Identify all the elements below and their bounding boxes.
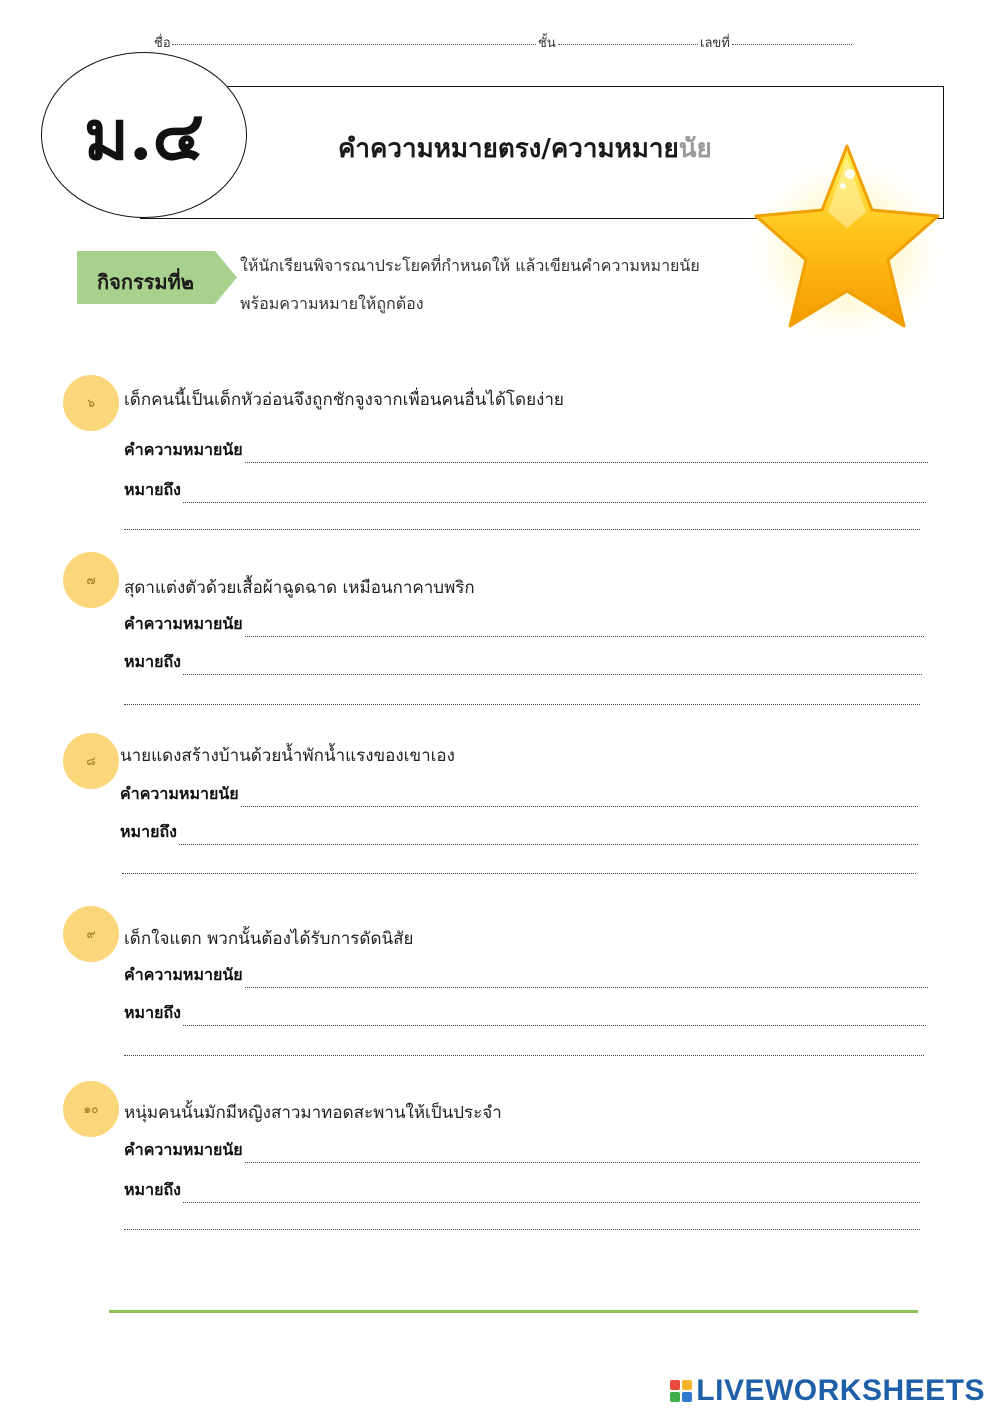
meaning-answer-label: หมายถึง <box>124 1180 181 1199</box>
question-text: สุดาแต่งตัวด้วยเสื้อผ้าฉูดฉาด เหมือนกาคาบพริก <box>124 578 475 598</box>
class-field[interactable] <box>558 44 698 45</box>
word-answer-field[interactable] <box>245 973 928 988</box>
instruction-line-2: พร้อมความหมายให้ถูกต้อง <box>240 294 424 313</box>
word-answer-field[interactable] <box>245 448 928 463</box>
class-label: ชั้น <box>538 36 556 51</box>
word-answer-label: คำความหมายนัย <box>124 440 243 459</box>
brand-name: LIVEWORKSHEETS <box>696 1374 985 1407</box>
meaning-answer-field[interactable] <box>183 660 922 675</box>
meaning-answer-row[interactable] <box>120 820 918 845</box>
question-text: เด็กคนนี้เป็นเด็กหัวอ่อนจึงถูกชักจูงจากเพื่อนคนอื่นได้โดยง่าย <box>124 390 564 410</box>
word-answer-row[interactable] <box>124 438 928 463</box>
question-number-badge <box>63 1081 119 1137</box>
question-number: ๙ <box>86 926 96 941</box>
meaning-continuation-line[interactable] <box>124 703 920 705</box>
grade-circle <box>41 52 247 218</box>
meaning-answer-field[interactable] <box>183 1188 920 1203</box>
name-label: ชื่อ <box>154 36 171 51</box>
star-icon <box>742 128 952 348</box>
meaning-continuation-line[interactable] <box>124 528 920 530</box>
instruction-line-1: ให้นักเรียนพิจารณาประโยคที่กำหนดให้ แล้วเขียนคำความหมายนัย <box>240 256 700 275</box>
meaning-answer-label: หมายถึง <box>120 822 177 841</box>
meaning-answer-field[interactable] <box>183 488 926 503</box>
meaning-answer-row[interactable] <box>124 478 926 503</box>
meaning-answer-row[interactable] <box>124 1178 920 1203</box>
question-number: ๘ <box>86 753 96 768</box>
word-answer-label: คำความหมายนัย <box>124 1140 243 1159</box>
meaning-answer-row[interactable] <box>124 650 922 675</box>
meaning-answer-row[interactable] <box>124 1001 926 1026</box>
footer-divider <box>109 1310 918 1313</box>
question-number: ๖ <box>87 395 95 410</box>
meaning-continuation-line[interactable] <box>124 1228 920 1230</box>
meaning-answer-field[interactable] <box>183 1011 926 1026</box>
number-label: เลขที่ <box>700 36 730 51</box>
meaning-answer-label: หมายถึง <box>124 1003 181 1022</box>
title-accent: นัย <box>678 134 712 164</box>
question-number-badge <box>63 906 119 962</box>
grade-label: ม.๔ <box>84 96 204 176</box>
number-field[interactable] <box>732 44 852 45</box>
word-answer-field[interactable] <box>245 1148 920 1163</box>
title-main: คำความหมายตรง/ความหมาย <box>338 134 679 164</box>
page-title <box>338 128 712 169</box>
meaning-answer-label: หมายถึง <box>124 480 181 499</box>
word-answer-row[interactable] <box>120 782 918 807</box>
word-answer-row[interactable] <box>124 612 924 637</box>
question-text: นายแดงสร้างบ้านด้วยน้ำพักน้ำแรงของเขาเอง <box>120 746 455 766</box>
question-number: ๗ <box>86 572 96 587</box>
name-field[interactable] <box>172 44 536 45</box>
question-number-badge <box>63 733 119 789</box>
word-answer-row[interactable] <box>124 1138 920 1163</box>
word-answer-label: คำความหมายนัย <box>124 965 243 984</box>
word-answer-field[interactable] <box>241 792 918 807</box>
meaning-continuation-line[interactable] <box>122 872 916 874</box>
question-number-badge <box>63 375 119 431</box>
word-answer-label: คำความหมายนัย <box>124 614 243 633</box>
word-answer-row[interactable] <box>124 963 928 988</box>
brand-logo-icon <box>670 1380 692 1402</box>
question-text: หนุ่มคนนั้นมักมีหญิงสาวมาทอดสะพานให้เป็นประจำ <box>124 1103 502 1123</box>
question-number-badge <box>63 552 119 608</box>
meaning-answer-field[interactable] <box>179 830 918 845</box>
activity-label: กิจกรรมที่๒ <box>97 270 194 294</box>
question-number: ๑๐ <box>83 1101 99 1116</box>
word-answer-label: คำความหมายนัย <box>120 784 239 803</box>
word-answer-field[interactable] <box>245 622 924 637</box>
brand-logo <box>670 1374 985 1408</box>
question-text: เด็กใจแตก พวกนั้นต้องได้รับการดัดนิสัย <box>124 929 414 949</box>
meaning-answer-label: หมายถึง <box>124 652 181 671</box>
meaning-continuation-line[interactable] <box>124 1054 924 1056</box>
